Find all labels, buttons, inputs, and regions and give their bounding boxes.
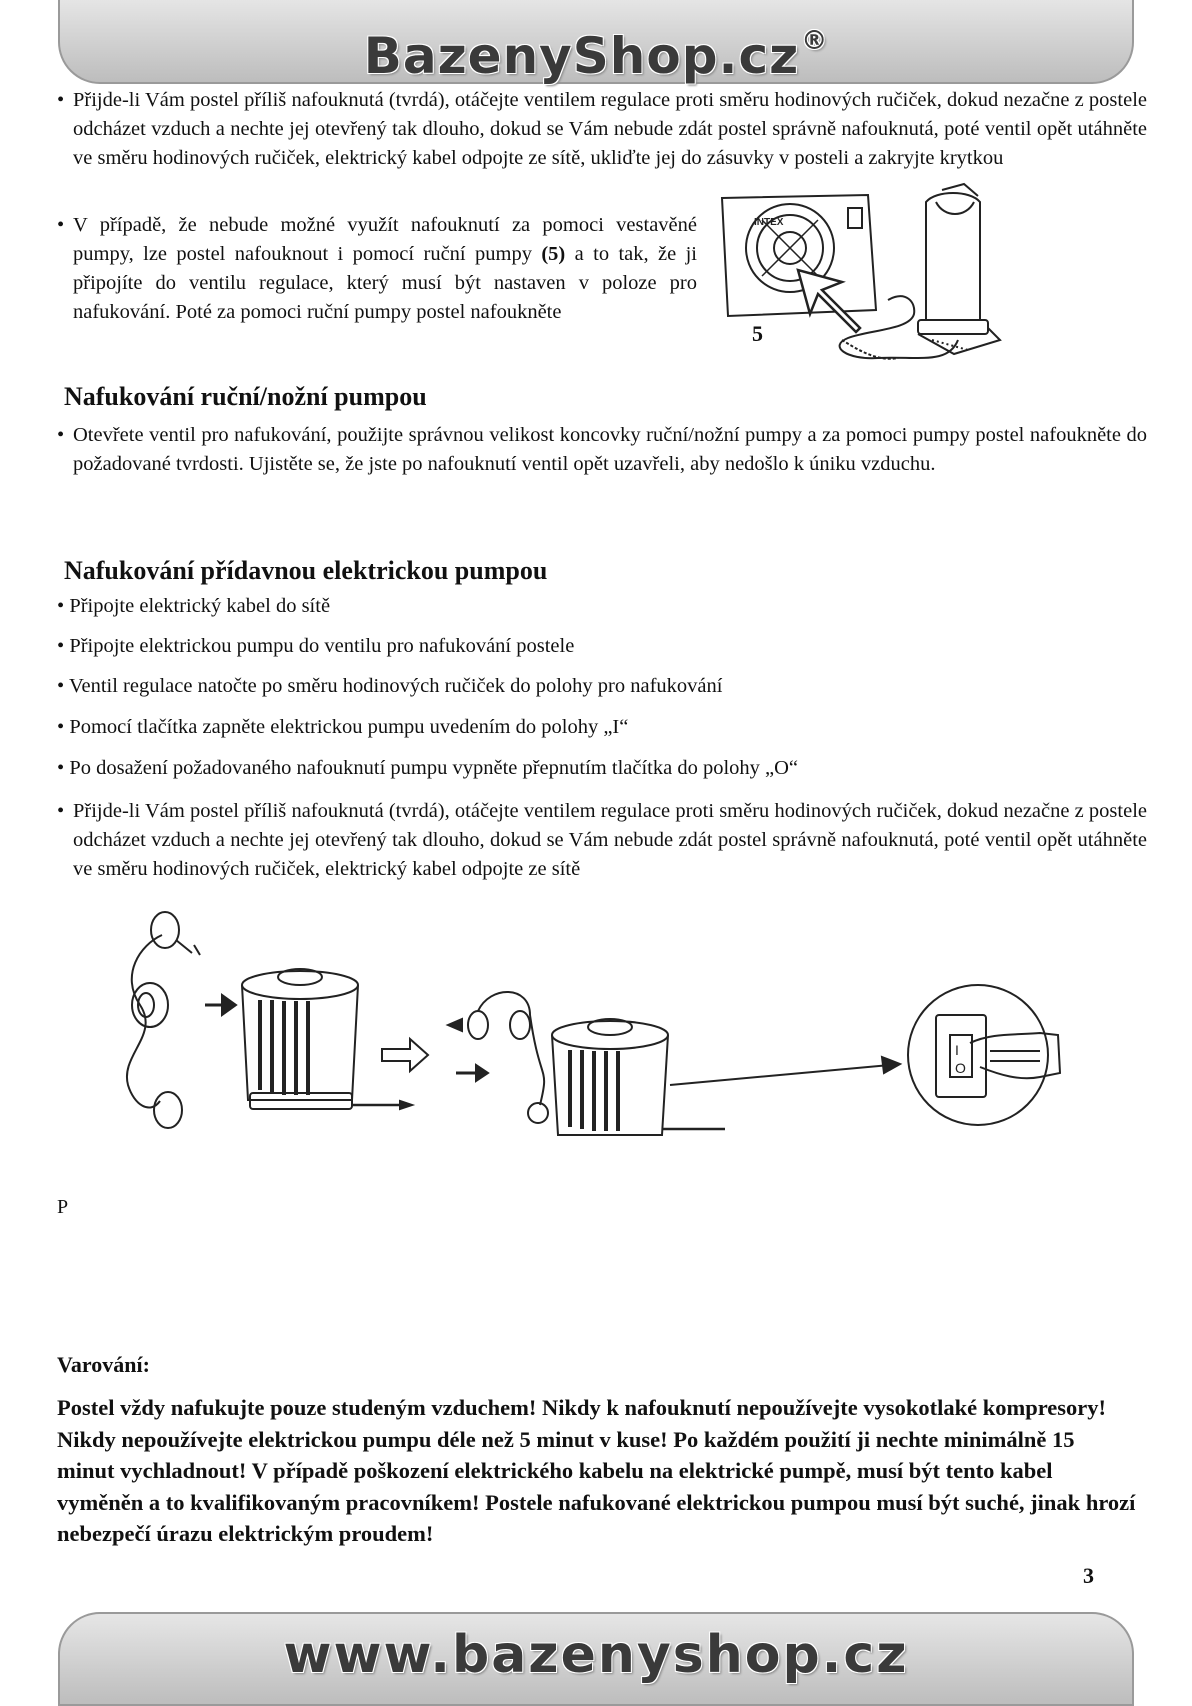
- figure-label-5: 5: [752, 321, 763, 346]
- heading-electric-pump: Nafukování přídavnou elektrickou pumpou: [64, 556, 548, 585]
- registered-mark: ®: [801, 26, 829, 56]
- page-number: 3: [1083, 1563, 1094, 1588]
- manual-pump-bullet: [57, 211, 697, 327]
- electric-step-2: • Připojte elektrickou pumpu do ventilu pro nafukování postele: [57, 635, 574, 658]
- logo-text: BazenyShop.cz: [363, 27, 800, 85]
- heading-manual-pump: Nafukování ruční/nožní pumpou: [64, 382, 427, 411]
- warning-title: Varování:: [57, 1352, 150, 1377]
- header-logo-banner: [58, 0, 1134, 84]
- deflate-bullet-top: • Přijde-li Vám postel příliš nafouknutá (tvrdá), otáčejte ventilem regulace proti směru hodinových ručiček, dokud nezačne z postele odcházet vzduch a nechte jej otevřený tak dlouho, dokud se Vám nebude zdát postel správně nafouknutá, poté ventil opět utáhněte ve směru hodinových ručiček, elektrický kabel odpojte ze sítě, ukliďte jej do zásuvky v posteli a zakryjte krytkou: [57, 86, 1147, 173]
- switch-label-on: I: [955, 1042, 959, 1058]
- manual-pump-instructions: • Otevřete ventil pro nafukování, použijte správnou velikost koncovky ruční/nožní pumpy a za pomoci pumpy postel nafoukněte do požadované tvrdosti. Ujistěte se, že jste po nafouknutí ventil opět uzavřeli, aby nedošlo k úniku vzduchu.: [57, 421, 1147, 479]
- electric-pump-diagram: [110, 905, 1090, 1145]
- panel-brand-text: INTEX: [754, 217, 784, 228]
- electric-step-1: • Připojte elektrický kabel do sítě: [57, 595, 330, 618]
- electric-step-5: • Po dosažení požadovaného nafouknutí pumpu vypněte přepnutím tlačítka do polohy „O“: [57, 757, 798, 780]
- electric-step-3: • Ventil regulace natočte po směru hodinových ručiček do polohy pro nafukování: [57, 675, 722, 698]
- manual-pump-ref: (5): [541, 243, 566, 265]
- electric-step-4: • Pomocí tlačítka zapněte elektrickou pumpu uvedením do polohy „I“: [57, 716, 628, 739]
- hand-pump-illustration: [718, 190, 1048, 385]
- manual-pump-text-2: a to tak, že ji připojíte do ventilu regulace, který musí být nastaven v poloze pro nafukování. Poté za pomoci ruční pumpy postel nafoukněte: [73, 243, 697, 323]
- switch-label-off: O: [955, 1060, 966, 1076]
- warning-text: Postel vždy nafukujte pouze studeným vzduchem! Nikdy k nafouknutí nepoužívejte vysokotlaké kompresory! Nikdy nepoužívejte elektrickou pumpu déle než 5 minut v kuse! Po každém použití ji nechte minimálně 15 minut vychladnout! V případě poškození elektrického kabelu na elektrické pumpě, musí být tento kabel vyměněn a to kvalifikovaným pracovníkem! Postele nafukované elektrickou pumpou musí být suché, jinak hrozí nebezpečí úrazu elektrickým proudem!: [57, 1395, 1136, 1546]
- stray-letter: P: [57, 1196, 69, 1218]
- footer-url: www.bazenyshop.cz: [283, 1625, 909, 1685]
- footer-url-banner: [58, 1612, 1134, 1706]
- electric-deflate-bullet: • Přijde-li Vám postel příliš nafouknutá (tvrdá), otáčejte ventilem regulace proti směru hodinových ručiček, dokud nezačne z postele odcházet vzduch a nechte jej otevřený tak dlouho, dokud se Vám nebude zdát postel správně nafouknutá, poté ventil opět utáhněte ve směru hodinových ručiček, elektrický kabel odpojte ze sítě: [57, 797, 1147, 884]
- manual-pump-text-1: V případě, že nebude možné využít nafouknutí za pomoci vestavěné pumpy, lze postel nafouknout i pomocí ruční pumpy: [73, 214, 697, 265]
